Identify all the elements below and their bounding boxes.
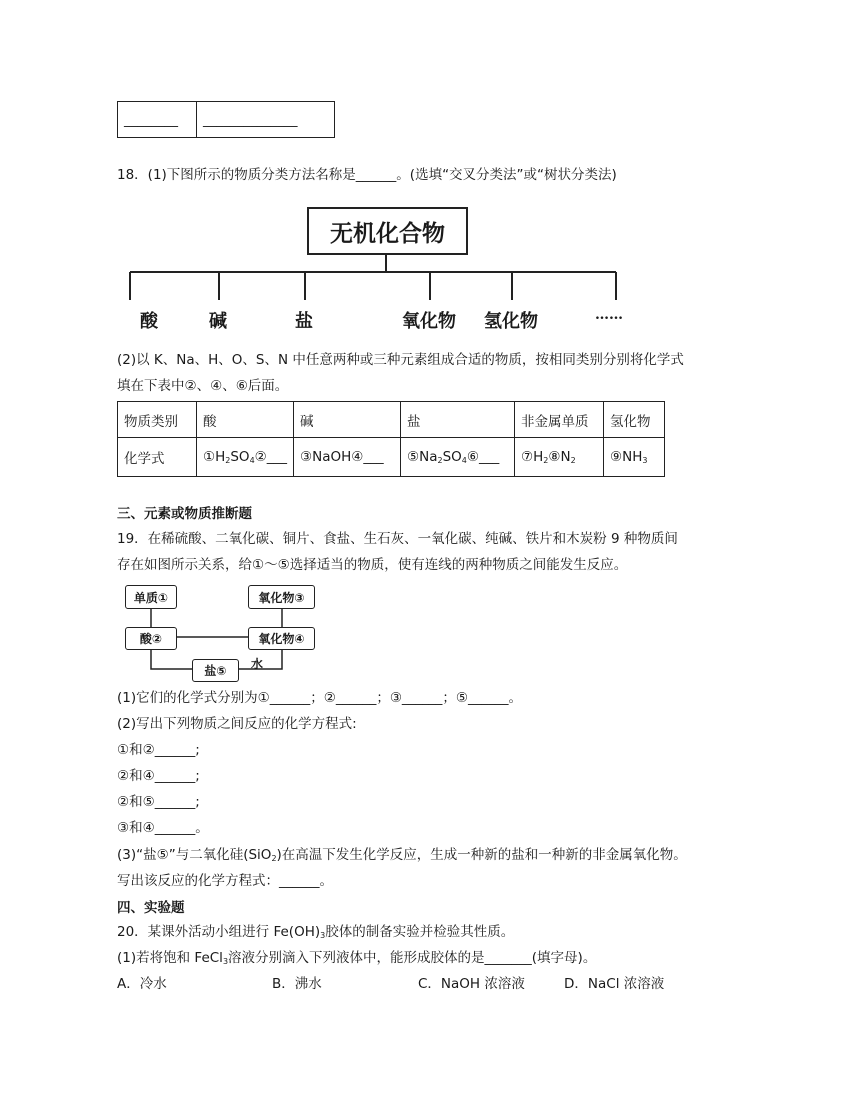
table-header: 酸 bbox=[197, 402, 294, 438]
tree-leaf-salt: 盐 bbox=[295, 311, 313, 332]
table-header: 盐 bbox=[401, 402, 515, 438]
diagram-box-oxide3: 氧化物③ bbox=[248, 585, 315, 609]
q19-p2b: ②和④______; bbox=[117, 768, 200, 784]
q19-line1: 19．在稀硫酸、二氧化碳、铜片、食盐、生石灰、一氧化碳、纯碱、铁片和木炭粉 9 种物质间 bbox=[117, 531, 678, 547]
table-cell-nonmetal: $⑦H_2⑧N_2$ bbox=[515, 438, 604, 477]
q19-p3: (3)“盐⑤”与二氧化硅(SiO$_2$)在高温下发生化学反应，生成一种新的盐和一种新的非金属氧化物。 bbox=[117, 847, 687, 863]
q19-p2a: ①和②______; bbox=[117, 742, 200, 758]
tree-leaf-hydride: 氢化物 bbox=[484, 311, 538, 332]
diagram-box-acid: 酸② bbox=[125, 627, 177, 650]
tree-leaf-acid: 酸 bbox=[140, 311, 158, 332]
q18-part1: 18．(1)下图所示的物质分类方法名称是______。(选填“交叉分类法”或“树状分类法) bbox=[117, 167, 617, 183]
diagram-label-water: 水 bbox=[251, 657, 264, 671]
section4-heading: 四、实验题 bbox=[117, 900, 185, 916]
top-table-cell: ________ bbox=[118, 102, 197, 138]
q20-line: 20．某课外活动小组进行 $Fe(OH)_3$胶体的制备实验并检验其性质。 bbox=[117, 924, 515, 940]
q20-option-d: D．NaCl 浓溶液 bbox=[564, 976, 665, 992]
q18-part2-line2: 填在下表中②、④、⑥后面。 bbox=[117, 378, 289, 394]
table-row-label: 化学式 bbox=[118, 438, 197, 477]
table-cell-salt: $⑤Na_2SO_4⑥\_\_\_$ bbox=[401, 438, 515, 477]
q20-option-a: A．冷水 bbox=[117, 976, 167, 992]
diagram-box-element: 单质① bbox=[125, 585, 177, 609]
table-cell-base: ③NaOH④___ bbox=[294, 438, 401, 477]
q18-part2-line1: (2)以 K、Na、H、O、S、N 中任意两种或三种元素组成合适的物质，按相同类别分别将化学式 bbox=[117, 352, 684, 368]
diagram-box-oxide4: 氧化物④ bbox=[248, 627, 315, 650]
q19-p3-line2: 写出该反应的化学方程式：______。 bbox=[117, 873, 333, 889]
q20-option-c: C．NaOH 浓溶液 bbox=[418, 976, 525, 992]
diagram-box-salt: 盐⑤ bbox=[192, 659, 239, 682]
q19-p2: (2)写出下列物质之间反应的化学方程式: bbox=[117, 716, 357, 732]
table-header: 非金属单质 bbox=[515, 402, 604, 438]
q19-p2d: ③和④______。 bbox=[117, 820, 209, 836]
section3-heading: 三、元素或物质推断题 bbox=[117, 506, 252, 522]
table-cell-acid: $①H_2SO_4②\_\_\_$ bbox=[197, 438, 294, 477]
q20-p1: (1)若将饱和 FeCl$_3$溶液分别滴入下列液体中，能形成胶体的是_______(填字母)。 bbox=[117, 950, 597, 966]
table-cell-hydride: $⑨NH_3$ bbox=[604, 438, 665, 477]
tree-leaf-oxide: 氧化物 bbox=[402, 311, 456, 332]
q19-line2: 存在如图所示关系，给①～⑤选择适当的物质，使有连线的两种物质之间能发生反应。 bbox=[117, 557, 628, 573]
top-table-cell: ______________ bbox=[197, 102, 335, 138]
table-header: 氢化物 bbox=[604, 402, 665, 438]
tree-leaf-etc: …… bbox=[595, 307, 623, 323]
tree-leaf-base: 碱 bbox=[209, 311, 227, 332]
q20-option-b: B．沸水 bbox=[272, 976, 322, 992]
q19-p2c: ②和⑤______; bbox=[117, 794, 200, 810]
tree-root: 无机化合物 bbox=[307, 207, 468, 255]
table-header: 碱 bbox=[294, 402, 401, 438]
table-header: 物质类别 bbox=[118, 402, 197, 438]
q19-p1: (1)它们的化学式分别为①______；②______；③______；⑤______。 bbox=[117, 690, 523, 706]
